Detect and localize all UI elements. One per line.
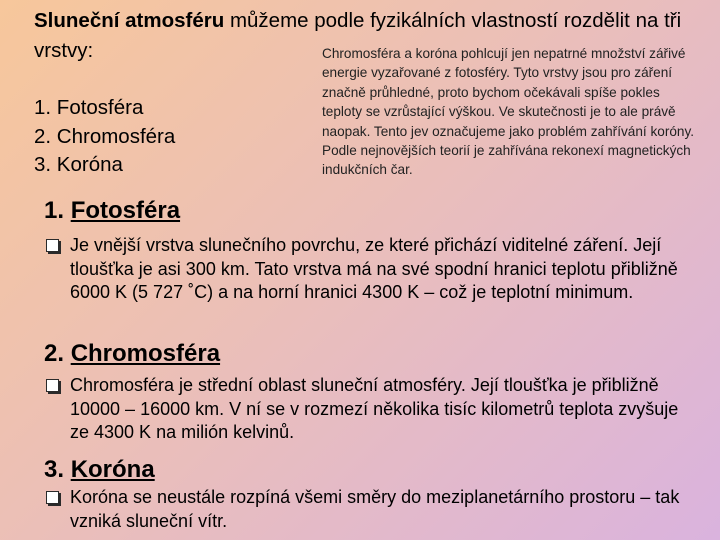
section-heading xyxy=(44,339,220,369)
layer-list xyxy=(34,94,175,180)
checkbox-bullet-icon xyxy=(46,239,59,252)
section-title: Chromosféra xyxy=(70,340,221,367)
section-number: 3. xyxy=(44,456,71,483)
layer-item: 3. Koróna xyxy=(34,153,123,176)
intro-rest: můžeme podle fyzikálních vlastností rozdělit na tři vrstvy: xyxy=(34,9,682,62)
section-title: Fotosféra xyxy=(70,197,181,224)
bullet-item xyxy=(46,486,686,533)
layer-item: 2. Chromosféra xyxy=(34,124,176,148)
bullet-item xyxy=(46,374,686,445)
bullet-text: Koróna se neustále rozpíná všemi směry do meziplanetárního prostoru – tak vzniká sluneční vítr. xyxy=(70,487,680,531)
bullet-text: Chromosféra je střední oblast sluneční atmosféry. Její tloušťka je přibližně 10000 – 16000 km. V ní se v rozmezí několika tisíc kilometrů teplota zvyšuje ze 4300 K na milión kelvinů. xyxy=(70,375,679,442)
section-heading xyxy=(44,455,155,485)
section-number: 1. xyxy=(44,197,71,224)
side-note: Chromosféra a koróna pohlcují jen nepatrné množství zářivé energie vyzařované z fotosféry. Tyto vrstvy jsou pro záření značně průhledné, proto bychom očekávali spíše pokles teploty se vzrůstající výškou. Ve skutečnosti je to ale právě naopak. Tento jev označujeme jako problém zahřívání koróny. Podle nejnovějších teorií je zahřívána rekonexí magnetických indukčních čar. xyxy=(322,46,695,178)
section-heading xyxy=(44,196,180,226)
section-title: Koróna xyxy=(70,456,155,483)
bullet-text: Je vnější vrstva slunečního povrchu, ze které přichází viditelné záření. Její tloušťka je asi 300 km. Tato vrstva má na své spodní hranici teplotu přibližně 6000 K (5 727 ˚C) a na horní hranici 4300 K – což je teplotní minimum. xyxy=(70,235,678,302)
section-number: 2. xyxy=(44,340,71,367)
checkbox-bullet-icon xyxy=(46,491,59,504)
checkbox-bullet-icon xyxy=(46,379,59,392)
layer-item: 1. Fotosféra xyxy=(34,96,144,119)
bullet-item xyxy=(46,234,686,305)
intro-bold: Sluneční atmosféru xyxy=(34,9,225,32)
